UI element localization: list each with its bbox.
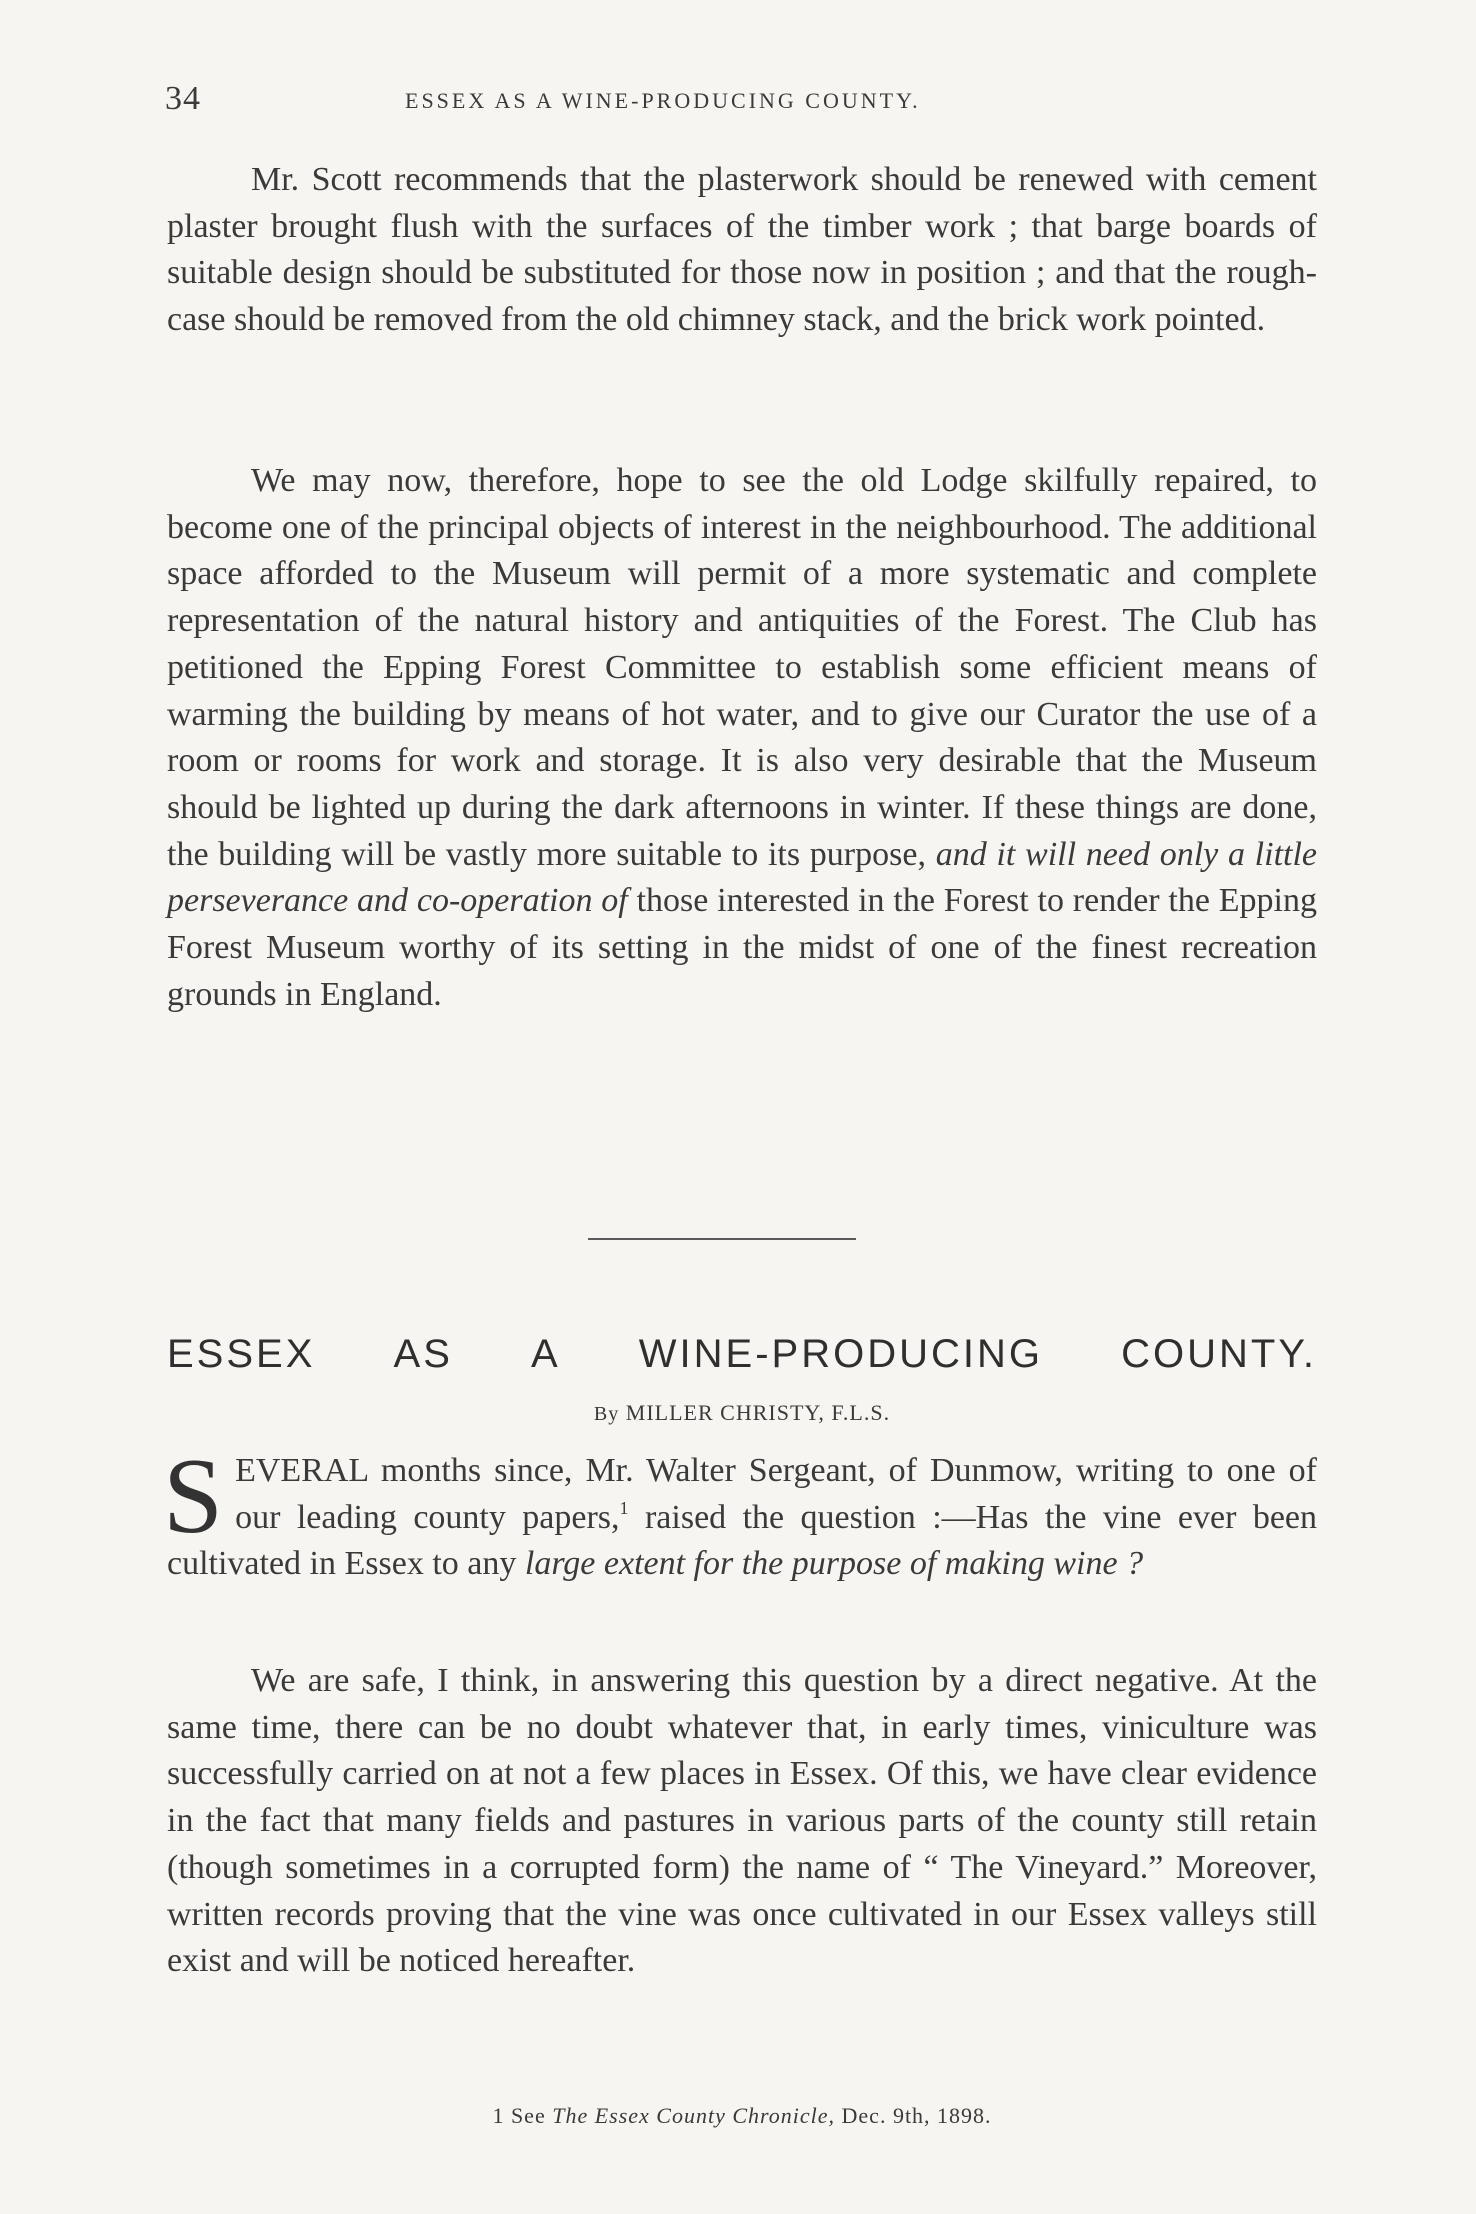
paragraph-answer: We are safe, I think, in answering this question by a direct negative. At the same time, there can be no doubt whatever that, in early times, viniculture was successfully carried on at not a few places in Essex. Of this, we have clear evidence in the fact that many fields and pastures in various parts of the county still retain (though sometimes in a corrupted form) the name of “ The Vineyard.” Moreover, written records proving that the vine was once cultivated in our Essex valleys still exist and will be noticed hereafter.	[167, 1662, 1317, 1980]
running-head	[165, 80, 1320, 120]
paragraph-opening-text: EVERAL months since, Mr. Walter Sergeant, of Dunmow, writing to one of our leading county papers,	[235, 1452, 1317, 1536]
byline-author: MILLER CHRISTY, F.L.S.	[625, 1400, 891, 1425]
paragraph-lodge	[167, 458, 1317, 1018]
footnote-source: The Essex County Chronicle,	[552, 2103, 836, 2128]
footnote-number: 1	[492, 2103, 505, 2128]
byline	[167, 1400, 1317, 1426]
paragraph-lodge-text: We may now, therefore, hope to see the old Lodge skilfully repaired, to become one of the principal objects of interest in the neighbourhood. The additional space afforded to the Museum will permit of a more systematic and complete representation of the natural history and antiquities of the Forest. The Club has petitioned the Epping Forest Committee to establish some efficient means of warming the building by means of hot water, and to give our Curator the use of a room or rooms for work and storage. It is also very desirable that the Museum should be lighted up during the dark afternoons in winter. If these things are done, the building will be vastly more suitable to its purpose,	[167, 462, 1317, 873]
drop-cap: S	[163, 1437, 224, 1556]
byline-by: By	[593, 1403, 620, 1425]
page-number: 34	[165, 80, 201, 117]
title-word: ESSEX	[167, 1332, 316, 1376]
paragraph-opening-italic: large extent for the purpose of making wine ?	[524, 1545, 1144, 1583]
running-title: ESSEX AS A WINE-PRODUCING COUNTY.	[405, 88, 921, 113]
footnote-see: See	[510, 2103, 546, 2128]
title-word: AS	[393, 1332, 453, 1376]
paragraph-opening	[163, 1437, 1318, 1588]
paragraph-lodge-end: those interested in the Forest to render the Epping Forest Museum worthy of its setting in the midst of one of the finest recreation grounds in England.	[167, 882, 1317, 1013]
paragraph-opening-rest: raised the question :—Has the vine ever been cultivated in Essex to any	[167, 1498, 1318, 1583]
paragraph-plasterwork: Mr. Scott recommends that the plasterwork should be renewed with cement plaster brought flush with the surfaces of the timber work ; that barge boards of suitable design should be substituted for those now in position ; and that the rough-case should be removed from the old chimney stack, and the brick work pointed.	[167, 161, 1317, 339]
footnote-date: Dec. 9th, 1898.	[841, 2103, 992, 2128]
article-title	[167, 1332, 1317, 1377]
title-word: A	[530, 1332, 561, 1376]
paragraph-lodge-italic: and it will need only a little perseverance and co-operation of	[167, 835, 1318, 920]
title-word: WINE-PRODUCING	[638, 1332, 1043, 1376]
title-word: COUNTY.	[1121, 1332, 1317, 1376]
footnote	[167, 2103, 1317, 2129]
footnote-mark: 1	[619, 1497, 629, 1518]
section-divider	[588, 1238, 856, 1240]
